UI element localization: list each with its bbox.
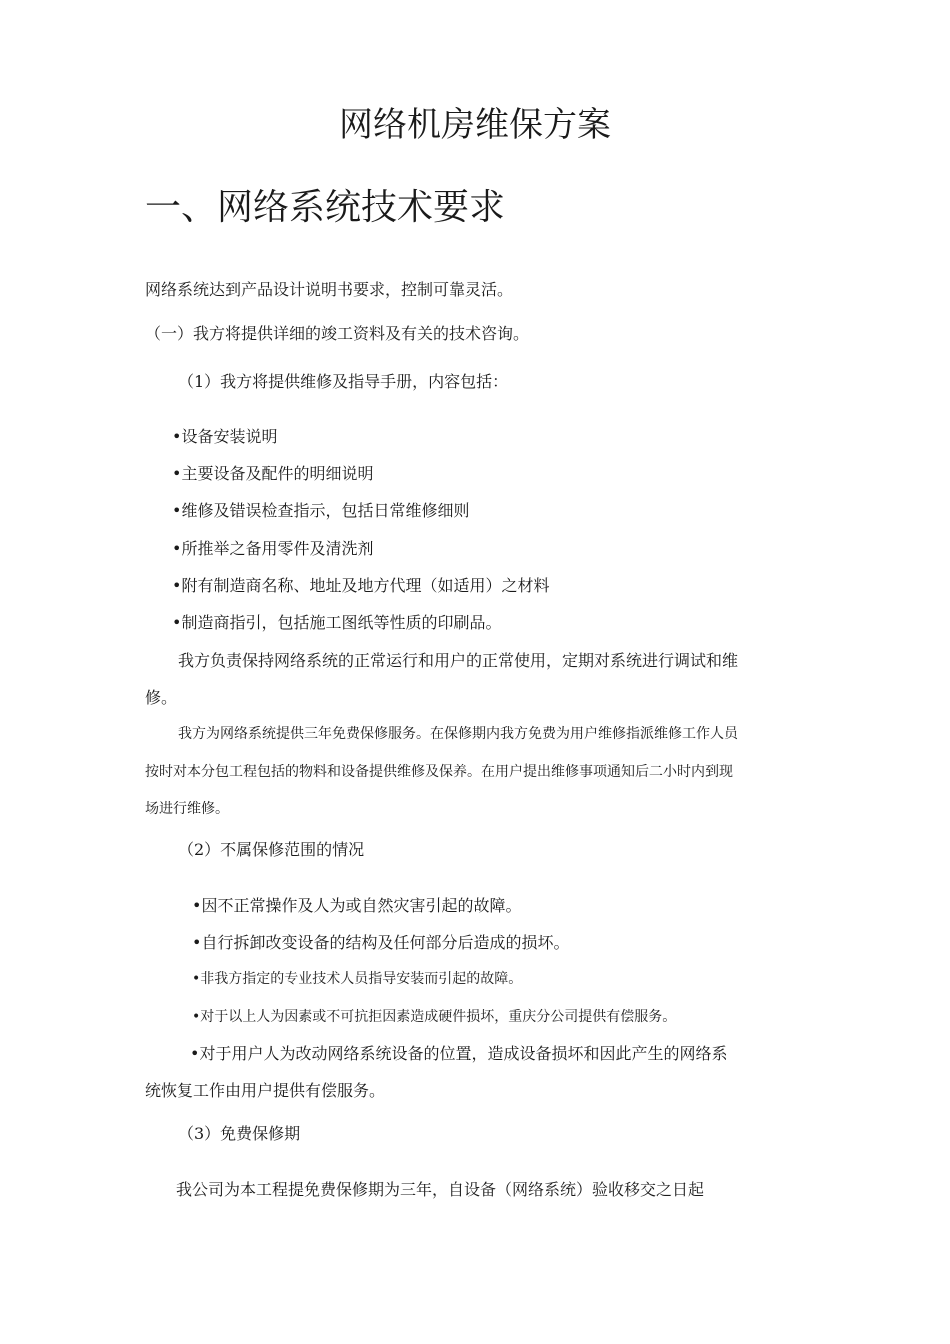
list-item-continuation: 统恢复工作由用户提供有偿服务。 (145, 1081, 386, 1100)
responsibility-paragraph-line: 我方负责保持网络系统的正常运行和用户的正常使用，定期对系统进行调试和维 (178, 651, 739, 670)
warranty-paragraph-line: 按时对本分包工程包括的物料和设备提供维修及保养。在用户提出维修事项通知后二小时内到现 (145, 764, 733, 780)
free-warranty-paragraph: 我公司为本工程提免费保修期为三年，自设备（网络系统）验收移交之日起 (176, 1180, 705, 1199)
list-item: •因不正常操作及人为或自然灾害引起的故障。 (192, 896, 522, 915)
item-1-heading: （1）我方将提供维修及指导手册，内容包括： (178, 372, 509, 391)
list-item: •自行拆卸改变设备的结构及任何部分后造成的损坏。 (192, 933, 570, 952)
subsection-heading-1: （一）我方将提供详细的竣工资料及有关的技术咨询。 (145, 324, 530, 343)
document-title: 网络机房维保方案 (339, 105, 611, 145)
list-item: •非我方指定的专业技术人员指导安装而引起的故障。 (192, 971, 523, 987)
list-item: •对于以上人为因素或不可抗拒因素造成硬件损坏，重庆分公司提供有偿服务。 (192, 1009, 677, 1025)
section-heading: 一、网络系统技术要求 (145, 187, 506, 228)
list-item: •设备安装说明 (172, 427, 278, 446)
item-2-heading: （2）不属保修范围的情况 (178, 840, 365, 859)
list-item: •维修及错误检查指示，包括日常维修细则 (172, 501, 470, 520)
list-item: •对于用户人为改动网络系统设备的位置，造成设备损坏和因此产生的网络系 (190, 1044, 728, 1063)
warranty-paragraph-line: 我方为网络系统提供三年免费保修服务。在保修期内我方免费为用户维修指派维修工作人员 (178, 726, 738, 742)
warranty-paragraph-line: 场进行维修。 (145, 801, 229, 817)
list-item: •主要设备及配件的明细说明 (172, 464, 374, 483)
intro-paragraph: 网络系统达到产品设计说明书要求，控制可靠灵活。 (145, 280, 514, 299)
item-3-heading: （3）免费保修期 (178, 1124, 301, 1143)
responsibility-paragraph-line: 修。 (145, 688, 178, 707)
list-item: •所推举之备用零件及清洗剂 (172, 539, 374, 558)
list-item: •附有制造商名称、地址及地方代理（如适用）之材料 (172, 576, 550, 595)
list-item: •制造商指引，包括施工图纸等性质的印刷品。 (172, 613, 502, 632)
